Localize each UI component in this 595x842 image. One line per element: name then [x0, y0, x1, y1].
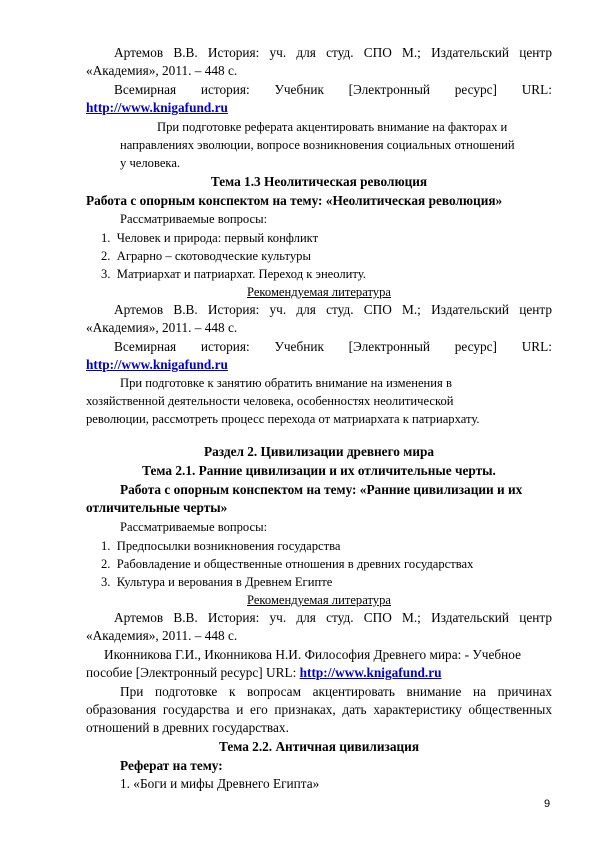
note-line: хозяйственной деятельности человека, особенностях неолитической	[86, 394, 454, 408]
topic-1-3-title: Тема 1.3 Неолитическая революция	[210, 174, 428, 189]
section-2-title: Раздел 2. Цивилизации древнего мира	[203, 444, 435, 459]
note-line: При подготовке к занятию обратить внимание на изменения в	[120, 376, 452, 390]
recommended-literature-heading: Рекомендуемая литература	[246, 593, 391, 607]
work-outline-heading: Работа с опорным конспектом на тему: «Ранние цивилизации и их	[120, 482, 523, 497]
knigafund-link[interactable]: http://www.knigafund.ru	[86, 357, 228, 372]
reference-artemov-cont: «Академия», 2011. – 448 с.	[86, 63, 238, 78]
list-item: 1. Предпосылки возникновения государства	[101, 539, 341, 553]
work-outline-heading-cont: отличительные черты»	[86, 500, 228, 515]
reference-ikonnikova: Иконникова Г.И., Иконникова Н.И. Философия Древнего мира: - Учебное	[104, 647, 521, 662]
essay-item: 1. «Боги и мифы Древнего Египта»	[120, 776, 320, 791]
essay-label: Реферат на тему:	[120, 758, 223, 773]
knigafund-link[interactable]: http://www.knigafund.ru	[86, 100, 228, 115]
list-item: 2. Аграрно – скотоводческие культуры	[101, 249, 311, 263]
work-outline-heading: Работа с опорным конспектом на тему: «Неолитическая революция»	[86, 193, 503, 208]
reference-artemov-cont: «Академия», 2011. – 448 с.	[86, 320, 238, 335]
recommended-literature-heading: Рекомендуемая литература	[246, 285, 391, 299]
list-item: 1. Человек и природа: первый конфликт	[101, 231, 319, 245]
note-line: При подготовке к вопросам акцентировать внимание на причинах	[120, 684, 552, 699]
page-number: 9	[544, 798, 551, 810]
reference-artemov: Артемов В.В. История: уч. для студ. СПО М.; Издательский центр	[114, 302, 552, 317]
reference-artemov-cont: «Академия», 2011. – 448 с.	[86, 628, 238, 643]
reference-artemov: Артемов В.В. История: уч. для студ. СПО М.; Издательский центр	[114, 45, 552, 60]
questions-label: Рассматриваемые вопросы:	[120, 212, 268, 226]
note-line: образования государства и его признаках, дать характеристику общественных	[86, 702, 552, 717]
note-line: направлениях эволюции, вопросе возникновения социальных отношений	[120, 138, 515, 152]
reference-world-history: Всемирная история: Учебник [Электронный ресурс] URL:	[114, 339, 552, 354]
topic-2-1-title: Тема 2.1. Ранние цивилизации и их отличительные черты.	[142, 463, 496, 478]
note-line: революции, рассмотреть процесс перехода от матриархата к патриархату.	[86, 412, 480, 426]
note-line: отношений в древних государствах.	[86, 720, 289, 735]
reference-world-history: Всемирная история: Учебник [Электронный ресурс] URL:	[114, 82, 552, 97]
note-line: При подготовке реферата акцентировать внимание на факторах и	[157, 120, 508, 134]
topic-2-2-title: Тема 2.2. Античная цивилизация	[218, 739, 420, 754]
questions-label: Рассматриваемые вопросы:	[120, 520, 268, 534]
reference-ikonnikova-cont: пособие [Электронный ресурс] URL: http://www.knigafund.ru	[86, 665, 442, 680]
list-item: 3. Культура и верования в Древнем Египте	[101, 575, 333, 589]
reference-artemov: Артемов В.В. История: уч. для студ. СПО М.; Издательский центр	[114, 610, 552, 625]
list-item: 2. Рабовладение и общественные отношения в древних государствах	[101, 557, 474, 571]
note-line: у человека.	[120, 156, 181, 170]
list-item: 3. Матриархат и патриархат. Переход к энеолиту.	[101, 267, 366, 281]
knigafund-link[interactable]: http://www.knigafund.ru	[299, 665, 442, 680]
